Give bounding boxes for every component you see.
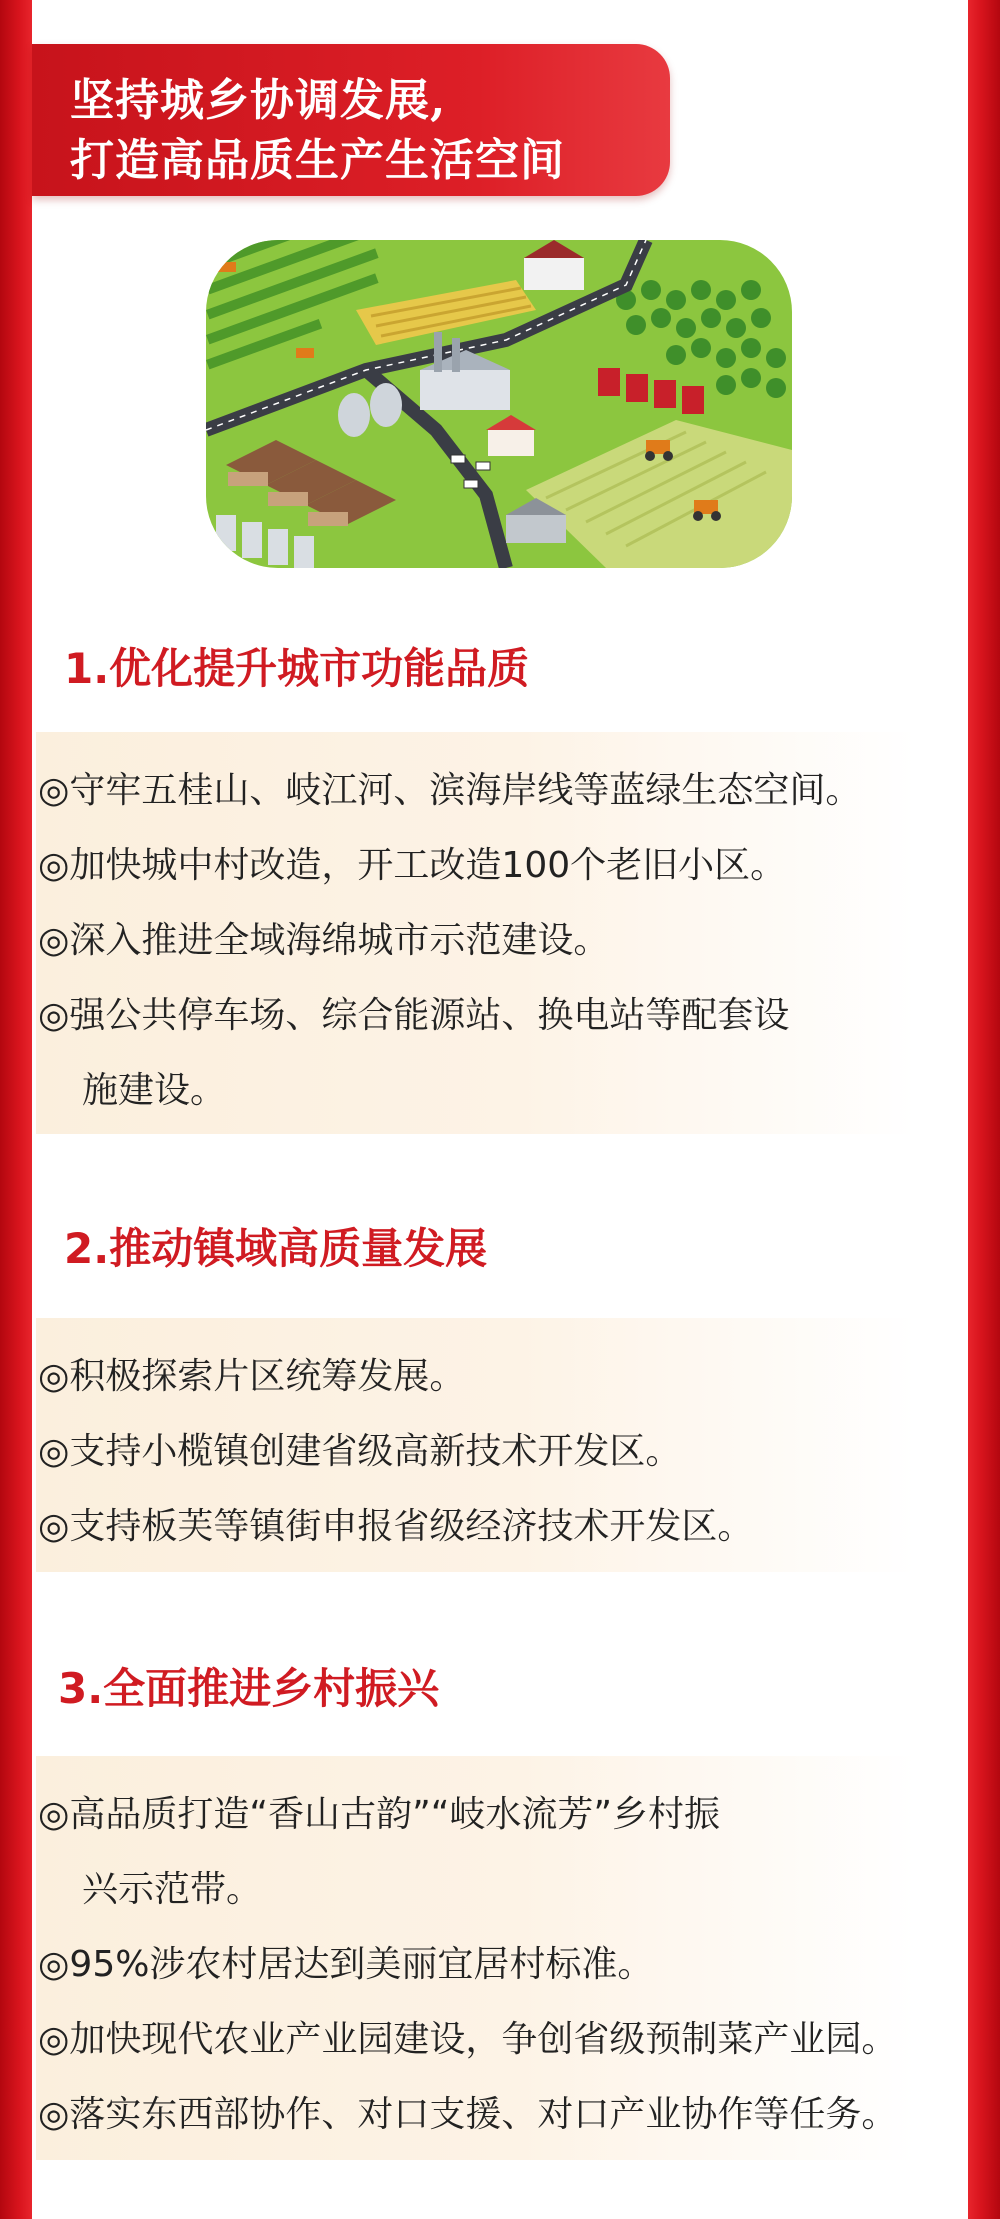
section-3-item-2: ◎95%涉农村居达到美丽宜居村标准。: [38, 1944, 654, 1985]
section-1-item-2: ◎加快城中村改造，开工改造100个老旧小区。: [38, 845, 787, 886]
farm-illustration-graphic: [206, 240, 792, 568]
section-1-item-4: ◎强公共停车场、综合能源站、换电站等配套设: [38, 995, 790, 1036]
section-1-heading: 1.优化提升城市功能品质: [64, 644, 530, 693]
section-2-item-1: ◎积极探索片区统筹发展。: [38, 1356, 466, 1397]
banner-title-line-2: 打造高品质生产生活空间: [70, 135, 565, 186]
section-3-item-1-continued: 兴示范带。: [82, 1869, 263, 1910]
title-banner: [32, 44, 670, 196]
section-3-panel: [36, 1756, 916, 2160]
left-red-border: [0, 0, 32, 2219]
section-2-item-2: ◎支持小榄镇创建省级高新技术开发区。: [38, 1431, 682, 1472]
section-2-item-3: ◎支持板芙等镇街申报省级经济技术开发区。: [38, 1506, 754, 1547]
section-3-heading: 3.全面推进乡村振兴: [58, 1664, 440, 1713]
farm-illustration: [206, 240, 792, 568]
banner-title-line-1: 坚持城乡协调发展,: [70, 75, 447, 126]
section-3-item-4: ◎落实东西部协作、对口支援、对口产业协作等任务。: [38, 2094, 898, 2135]
right-red-border: [968, 0, 1000, 2219]
section-3-item-3: ◎加快现代农业产业园建设，争创省级预制菜产业园。: [38, 2019, 898, 2060]
section-1-item-1: ◎守牢五桂山、岐江河、滨海岸线等蓝绿生态空间。: [38, 770, 862, 811]
section-1-panel: [36, 732, 916, 1134]
section-1-item-4-continued: 施建设。: [82, 1070, 227, 1111]
section-2-panel: [36, 1318, 916, 1572]
section-2-heading: 2.推动镇域高质量发展: [64, 1224, 488, 1273]
section-3-item-1: ◎高品质打造“香山古韵”“岐水流芳”乡村振: [38, 1794, 721, 1835]
section-1-item-3: ◎深入推进全域海绵城市示范建设。: [38, 920, 610, 961]
